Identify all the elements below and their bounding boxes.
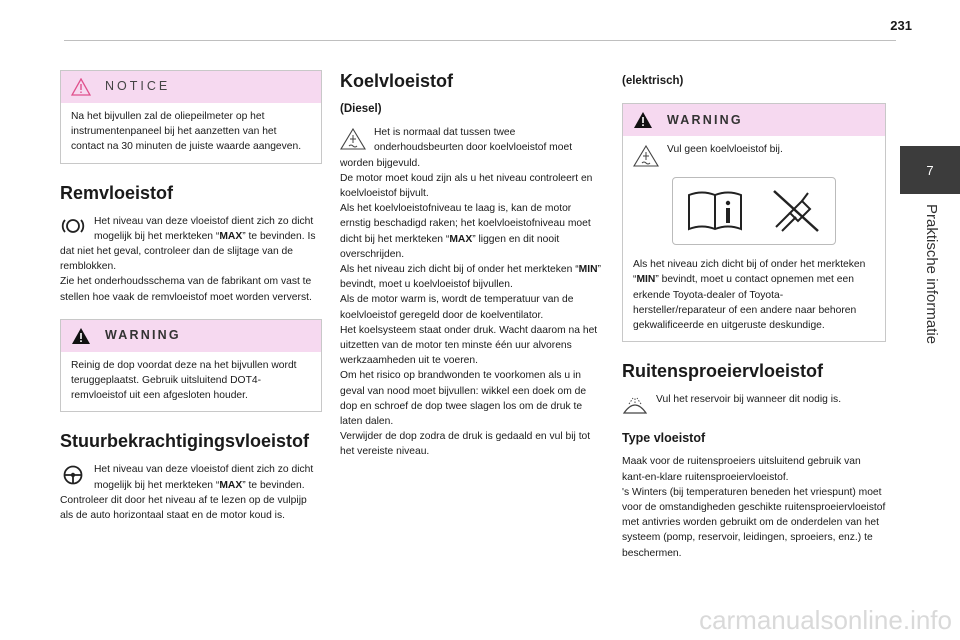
warning-title: WARNING — [667, 112, 743, 127]
diesel-text-8: Verwijder de dop zodra de druk is gedaald en vul bij tot het vereiste niveau. — [340, 431, 591, 458]
diesel-text-5: Als de motor warm is, wordt de temperatuur van de koelvloeistof geregeld door de koelventilator. — [340, 294, 574, 321]
warning2-min-mark: MIN — [636, 274, 656, 286]
notice-text: Na het bijvullen zal de oliepeilmeter op het instrumentenpaneel bij het aanzetten van het contact na 30 minuten de juiste waarde aangeven. — [71, 111, 302, 153]
warning-triangle-icon — [633, 111, 653, 129]
brake-max-mark: MAX — [219, 230, 243, 242]
chapter-number: 7 — [926, 162, 934, 178]
coolant-heading: Koelvloeistof — [340, 71, 454, 91]
notice-title: NOTICE — [105, 79, 171, 94]
steering-fluid-icon — [60, 465, 86, 485]
warning-text: Reinig de dop voordat deze na het bijvullen wordt teruggeplaatst. Gebruik uitsluitend DOT4-remvloeistof uit een afgesloten houder. — [71, 359, 297, 402]
warning-header-coolant — [623, 104, 885, 136]
column-left — [60, 70, 322, 523]
fluid-type-heading: Type vloeistof — [622, 431, 706, 446]
diesel-text-1: Het is normaal dat tussen twee onderhoudsbeurten door koelvloeistof moet worden bijgevuld. — [340, 127, 573, 169]
watermark: carmanualsonline.info — [699, 605, 952, 635]
notice-box — [60, 70, 322, 164]
type-text-1: Maak voor de ruitensproeiers uitsluitend gebruik van kant-en-klare ruitensproeiervloeistof. — [622, 456, 861, 483]
warning2-text: Vul geen koelvloeistof bij. — [667, 144, 783, 156]
diesel-text-3a: Als het koelvloeistofniveau te laag is, kan de motor ernstig beschadigd raken; het koelvloeistofniveau moet dicht bij het merkteken “ — [340, 203, 591, 245]
electric-label: (elektrisch) — [622, 75, 684, 87]
brake-fluid-section — [60, 214, 322, 305]
brake-text-3: Zie het onderhoudsschema van de fabrikant om vast te stellen hoe vaak de remvloeistof moet worden ververst. — [60, 276, 312, 303]
manual-book-icon — [685, 189, 745, 233]
warning-triangle-icon — [71, 327, 91, 345]
diesel-text-4a: Als het niveau zich dicht bij of onder het merkteken “ — [340, 264, 579, 276]
steer-max-mark: MAX — [219, 479, 243, 491]
no-refill-icon — [768, 187, 824, 235]
washer-fluid-icon — [622, 395, 648, 415]
steer-text-1: Het niveau van deze vloeistof dient zich zo dicht mogelijk bij het merkteken “ — [94, 464, 314, 491]
brake-text-1: Het niveau van deze vloeistof dient zich zo dicht mogelijk bij het merkteken “ — [94, 215, 314, 242]
steering-fluid-heading: Stuurbekrachtigingsvloeistof — [60, 431, 310, 452]
brake-fluid-icon — [60, 217, 86, 235]
column-right — [622, 70, 886, 561]
chapter-title-vertical — [912, 204, 948, 364]
chapter-tab[interactable] — [900, 146, 960, 194]
chapter-title: Praktische informatie — [923, 204, 940, 345]
diesel-text-3b: ” liggen en dit nooit overschrijden. — [340, 233, 560, 260]
diesel-min-mark: MIN — [578, 264, 598, 276]
caution-triangle-icon — [71, 78, 91, 96]
steer-text-2: ” te bevinden. Controleer dit door het niveau af te lezen op de vulpijp als de auto horizontaal staat en de motor koud is. — [60, 479, 307, 522]
warning-box-coolant — [622, 103, 886, 342]
steering-fluid-section — [60, 462, 322, 523]
coolant-warning-icon — [340, 128, 366, 150]
manual-no-refill-illustration — [672, 177, 836, 245]
diesel-text-2: De motor moet koud zijn als u het niveau controleert en koelvloeistof bijvult. — [340, 172, 593, 200]
diesel-text-4b: ” bevindt, moet u koelvloeistof bijvullen. — [340, 264, 601, 291]
washer-text: Vul het reservoir bij wanneer dit nodig is. — [656, 394, 842, 406]
diesel-label: (Diesel) — [340, 103, 382, 115]
warning-box-brake — [60, 319, 322, 413]
notice-header — [61, 71, 321, 103]
washer-fluid-heading: Ruitensproeiervloeistof — [622, 361, 824, 382]
coolant-section — [340, 125, 602, 459]
brake-fluid-heading: Remvloeistof — [60, 182, 174, 203]
header-rule — [64, 40, 896, 41]
column-middle — [340, 70, 602, 460]
warning2-text-2a: Als het niveau zich dicht bij of onder het merkteken “ — [633, 259, 866, 286]
page-number: 231 — [890, 18, 912, 33]
warning2-text-2b: ” bevindt, moet u contact opnemen met een erkende Toyota-dealer of Toyota-hersteller/reparateur of een andere naar behoren gekwalificeerde en uitgeruste deskundige. — [633, 274, 857, 332]
coolant-warning-icon — [633, 145, 659, 167]
washer-section — [622, 392, 886, 407]
type-text-2: 's Winters (bij temperaturen beneden het vriespunt) moet voor de omstandigheden geschikte ruitensproeiervloeistof met antivries worden gebruikt om de onderdelen van het systeem (pomp, reservoir, leidingen, sproeiers, enz.) te beschermen. — [622, 486, 886, 559]
warning-title: WARNING — [105, 328, 181, 343]
diesel-text-7: Om het risico op brandwonden te voorkomen als u in geval van nood moet bijvullen: wikkel een doek om de dop en schroef de dop twee slagen los om de druk te laten dalen. — [340, 370, 587, 428]
brake-text-2: ” te bevinden. Is dat niet het geval, controleer dan de slijtage van de remblokken. — [60, 230, 316, 273]
warning-header — [61, 320, 321, 352]
diesel-max-mark: MAX — [449, 233, 473, 245]
diesel-text-6: Het koelsysteem staat onder druk. Wacht daarom na het uitzetten van de motor ten minste één uur alvorens werkzaamheden uit te voeren. — [340, 324, 598, 367]
